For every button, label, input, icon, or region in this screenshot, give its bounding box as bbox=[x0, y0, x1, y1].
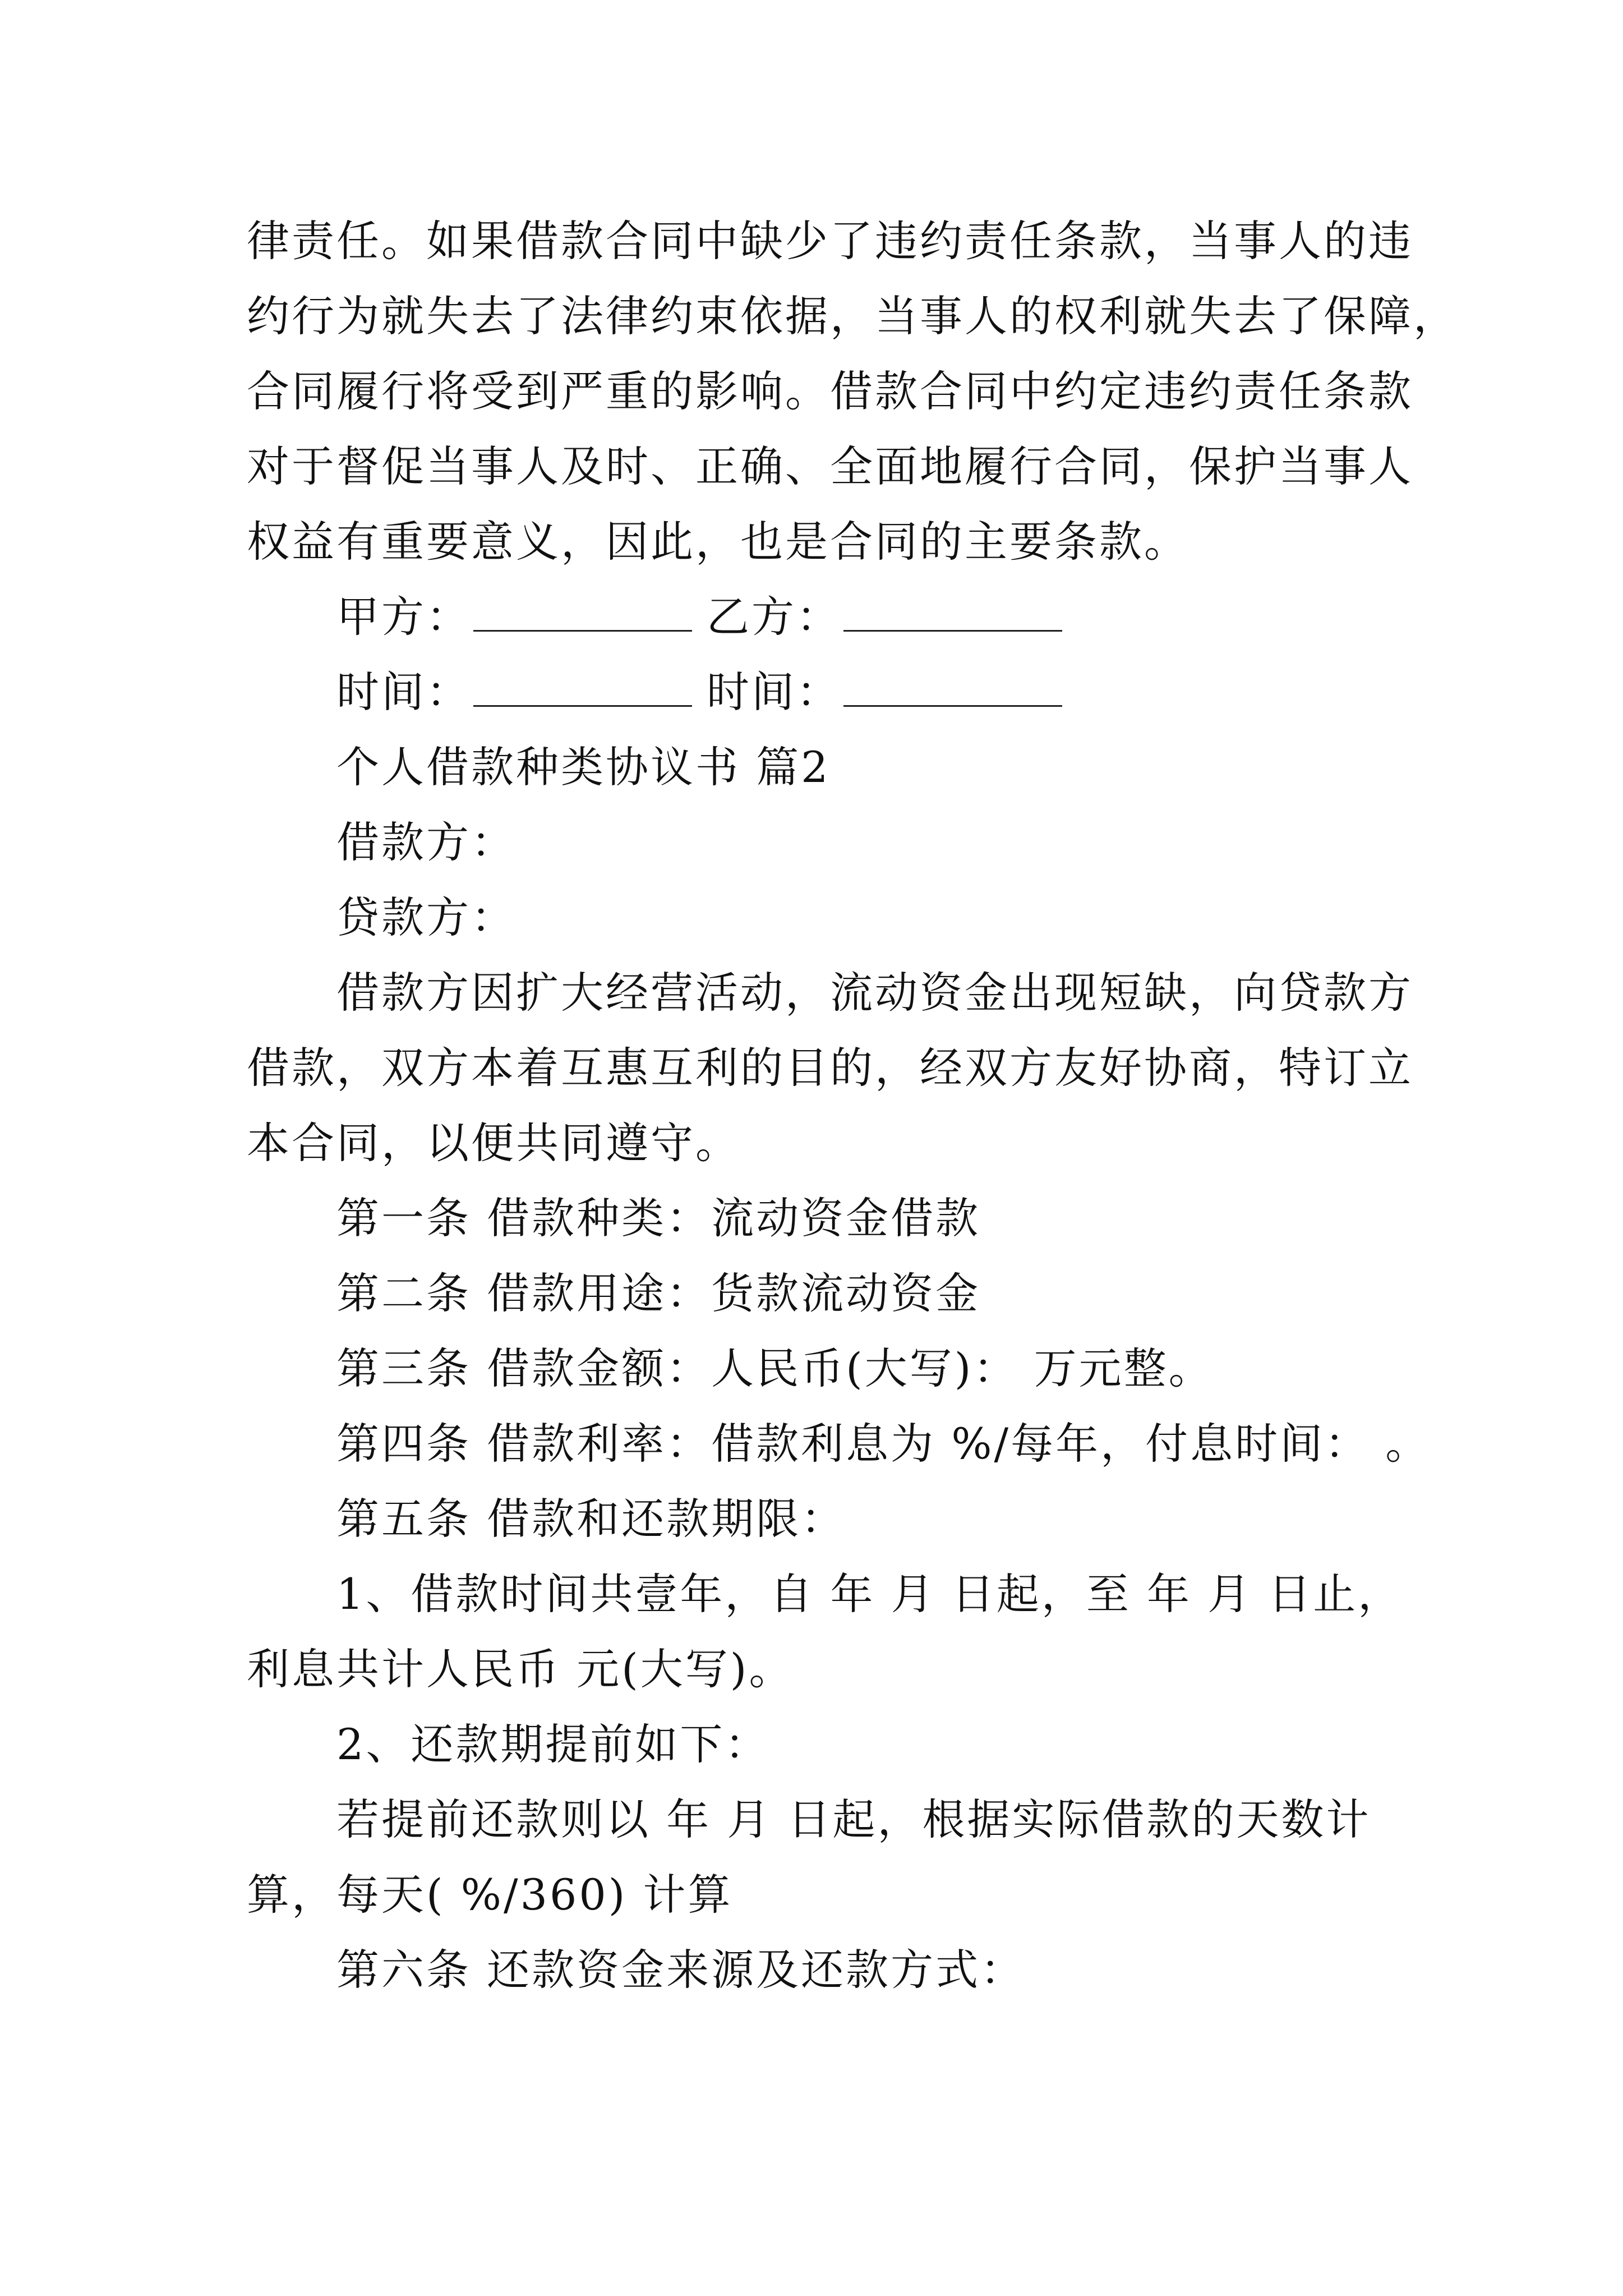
party-a-label: 甲方： bbox=[336, 592, 471, 642]
party-b-blank bbox=[843, 590, 1062, 632]
body-text-line: 约行为就失去了法律约束依据，当事人的权利就失去了保障， bbox=[247, 291, 1458, 341]
time-blank bbox=[843, 665, 1062, 707]
body-text-line: 对于督促当事人及时、正确、全面地履行合同，保护当事人 bbox=[247, 441, 1413, 491]
borrower-label: 借款方： bbox=[336, 817, 516, 867]
article-3: 第三条 借款金额：人民币(大写)： 万元整。 bbox=[336, 1343, 1214, 1393]
term-item-1-line: 利息共计人民币 元(大写)。 bbox=[247, 1644, 794, 1694]
intro-text-line: 借款方因扩大经营活动，流动资金出现短缺，向贷款方 bbox=[336, 968, 1413, 1018]
term-item-1-line: 1、借款时间共壹年，自 年 月 日起，至 年 月 日止， bbox=[336, 1569, 1403, 1619]
party-a-blank bbox=[473, 590, 692, 632]
lender-label: 贷款方： bbox=[336, 892, 516, 942]
body-text-line: 合同履行将受到严重的影响。借款合同中约定违约责任条款 bbox=[247, 366, 1413, 416]
time-label: 时间： bbox=[707, 667, 841, 717]
prepay-text-line: 若提前还款则以 年 月 日起，根据实际借款的天数计 bbox=[336, 1795, 1371, 1844]
article-2: 第二条 借款用途：货款流动资金 bbox=[336, 1268, 981, 1318]
intro-text-line: 本合同，以便共同遵守。 bbox=[247, 1118, 740, 1168]
body-text-line: 律责任。如果借款合同中缺少了违约责任条款，当事人的违 bbox=[247, 216, 1413, 266]
prepay-text-line: 算，每天( %/360) 计算 bbox=[247, 1870, 733, 1920]
article-5: 第五条 借款和还款期限： bbox=[336, 1494, 846, 1544]
section-title: 个人借款种类协议书 篇2 bbox=[336, 742, 831, 792]
time-blank bbox=[473, 665, 692, 707]
time-label: 时间： bbox=[336, 667, 471, 717]
article-1: 第一条 借款种类：流动资金借款 bbox=[336, 1193, 981, 1243]
party-b-date bbox=[707, 664, 1062, 720]
party-b-signature bbox=[707, 589, 1062, 645]
body-text-line: 权益有重要意义，因此，也是合同的主要条款。 bbox=[247, 517, 1189, 567]
article-4: 第四条 借款利率：借款利息为 %/每年，付息时间： 。 bbox=[336, 1419, 1431, 1469]
party-a-signature bbox=[336, 589, 692, 645]
party-b-label: 乙方： bbox=[707, 592, 841, 642]
intro-text-line: 借款，双方本着互惠互利的目的，经双方友好协商，特订立 bbox=[247, 1043, 1413, 1093]
term-item-2: 2、还款期提前如下： bbox=[336, 1719, 770, 1769]
party-a-date bbox=[336, 664, 692, 720]
article-6: 第六条 还款资金来源及还款方式： bbox=[336, 1945, 1026, 1995]
